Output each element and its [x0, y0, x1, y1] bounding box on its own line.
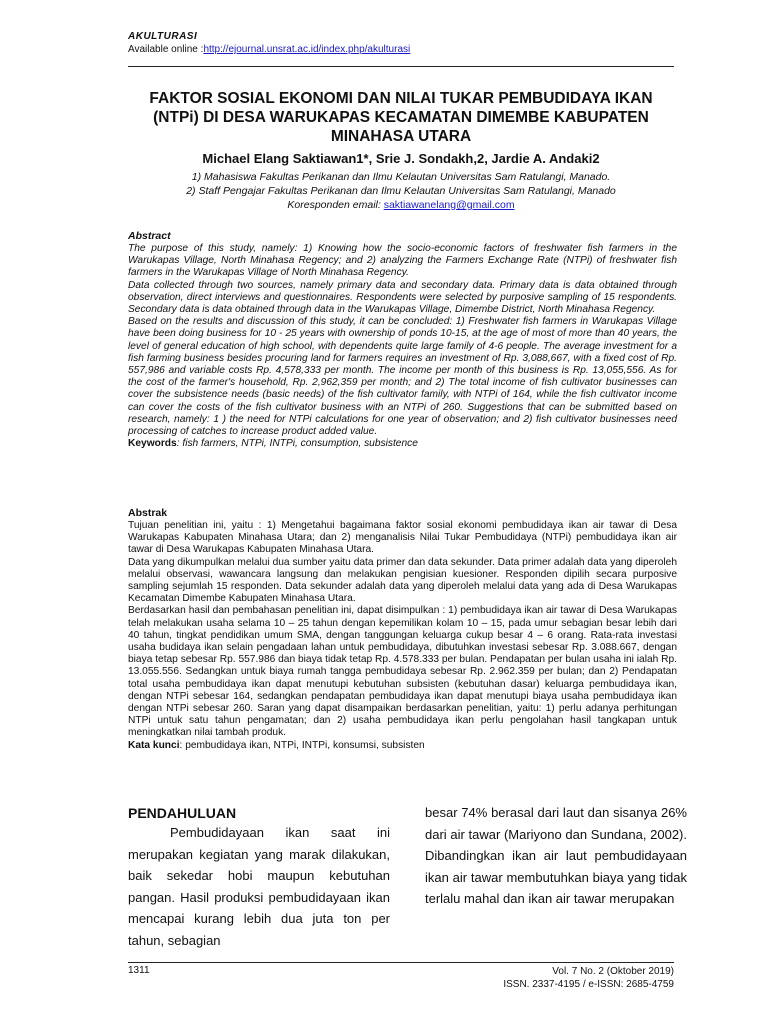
author-list: Michael Elang Saktiawan1*, Srie J. Sondakh,2, Jardie A. Andaki2	[202, 151, 600, 166]
available-prefix: Available online :	[128, 44, 204, 55]
abstract-id-heading: Abstrak	[128, 507, 168, 519]
affiliation-2: 2) Staff Pengajar Fakultas Perikanan dan Ilmu Kelautan Universitas Sam Ratulangi, Manado	[186, 185, 616, 197]
intro-left-text: Pembudidayaan ikan saat ini merupakan kegiatan yang marak dilakukan, baik sekedar hobi maupun kebutuhan pangan. Hasil produksi pembudidayaan ikan mencapai kurang lebih dua juta ton per tahun, sebagian	[128, 825, 390, 948]
abstract-en-paragraph: The purpose of this study, namely: 1) Knowing how the socio-economic factors of freshwater fish farmers in the Warukapas Village, North Minahasa Regency; and 2) analyzing the Farmers Exchange Rate (NTPi) of freshwater fish farmers in the Warukapas Village of North Minahasa Regency.	[128, 243, 677, 279]
correspondence-prefix: Koresponden email:	[287, 199, 384, 211]
volume-info: Vol. 7 No. 2 (Oktober 2019)	[552, 966, 674, 977]
page-number: 1311	[128, 965, 150, 976]
header-rule	[128, 66, 674, 67]
intro-left-column	[128, 822, 390, 951]
section-heading-introduction: PENDAHULUAN	[128, 805, 237, 821]
keywords-id-label: Kata kunci	[128, 739, 180, 751]
correspondence-line	[128, 198, 674, 212]
journal-name: AKULTURASI	[128, 31, 198, 42]
abstract-en-paragraph: Data collected through two sources, namely primary data and secondary data. Primary data is data obtained through observation, direct interviews and questionnaires. Respondents were selected by purposive sampling of 15 respondents. Secondary data is data obtained through data in the Warukapas Village, Dimembe District, North Minahasa Regency.	[128, 279, 677, 316]
paper-title: FAKTOR SOSIAL EKONOMI DAN NILAI TUKAR PEMBUDIDAYA IKAN (NTPi) DI DESA WARUKAPAS KECAMATAN DIMEMBE KABUPATEN MINAHASA UTARA	[149, 90, 653, 145]
keywords-en-label: Keywords	[128, 438, 177, 450]
footer-rule	[128, 962, 674, 963]
intro-right-text: besar 74% berasal dari laut dan sisanya 26% dari air tawar (Mariyono dan Sundana, 2002). Dibandingkan ikan air laut pembudidayaan ikan air tawar membutuhkan biaya yang tidak terlalu mahal dan ikan air tawar merupakan	[425, 805, 687, 906]
intro-right-column	[425, 802, 687, 910]
footer-citation	[503, 965, 674, 991]
keywords-en	[128, 438, 677, 450]
abstract-id-paragraph: Data yang dikumpulkan melalui dua sumber yaitu data primer dan data sekunder. Data primer adalah data yang diperoleh melalui observasi, wawancara langsung dan melakukan pengisian kuesioner. Responden dipilih secara purposive sampling sejumlah 15 responden. Data sekunder adalah data yang diperoleh melalui data yang ada di Desa Warukapas Kecamatan Dimembe Kabupaten Minahasa Utara.	[128, 556, 677, 605]
correspondence-email-link[interactable]: saktiawanelang@gmail.com	[383, 199, 515, 211]
affiliation-1: 1) Mahasiswa Fakultas Perikanan dan Ilmu Kelautan Universitas Sam Ratulangi, Manado.	[191, 171, 611, 183]
abstract-id-paragraph: Tujuan penelitian ini, yaitu : 1) Mengetahui bagaimana faktor sosial ekonomi pembudidaya ikan air tawar di Desa Warukapas Kabupaten Minahasa Utara; dan 2) menganalisis Nilai Tukar Pembudidaya (NTPi) pembudidaya ikan air tawar di Desa Warukapas Kabupaten Minahasa Utara.	[128, 520, 677, 556]
abstract-en-heading: Abstract	[128, 230, 171, 242]
availability-line	[128, 44, 410, 55]
abstract-id-body	[128, 520, 677, 752]
abstract-id-paragraph: Berdasarkan hasil dan pembahasan penelitian ini, dapat disimpulkan : 1) pembudidaya ikan air tawar di Desa Warukapas telah melakukan usaha selama 10 – 25 tahun dengan kepemilikan kolam 10 – 15, pada umur sebagian besar lebih dari 40 tahun, tingkat pendidikan umum SMA, dengan tanggungan keluarga cukup besar 4 – 6 orang. Rata-rata investasi usaha budidaya ikan selain pengadaan lahan untuk pembudidaya, dibutuhkan investasi sebesar Rp. 3.088.667, dengan biaya tetap sebesar Rp. 557.986 dan biaya tidak tetap Rp. 4.578.333 per bulan. Pendapatan per bulan usaha ini ialah Rp. 13.055.556. Sedangkan untuk biaya rumah tangga pembudidaya sebesar Rp. 2.962.359 per bulan; dan 2) Pendapatan total usaha pembudidaya ikan dapat menutupi kebutuhan subsisten (kebutuhan dasar) keluarga pembudidaya ikan, dengan NTPi sebesar 164, sedangkan pendapatan pembudidaya ikan dapat menutupi biaya usaha pembudidaya ikan dengan NTPi sebesar 260. Saran yang dapat disampaikan berdasarkan penelitian, yaitu: 1) perlu adanya perhitungan NTPi untuk satu tahun pengamatan; dan 2) usaha pembudidaya ikan perlu pengolahan hasil tangkapan untuk meningkatkan nilai tambah produk.	[128, 605, 677, 739]
keywords-id	[128, 740, 677, 752]
abstract-en-paragraph: Based on the results and discussion of this study, it can be concluded: 1) Freshwater fish farmers in Warukapas Village have been doing business for 10 - 25 years with ownership of ponds 10-15, at the age of most of more than 40 years, the level of general education of high school, with dependents quite large family of 4-6 people. The average investment for a fish farming business besides procuring land for farmers requires an investment of Rp. 3,088,667, with a fixed cost of Rp. 557,986 and variable costs Rp. 4,578,333 per month. The income per month of this business is Rp. 13,055,556. As for the cost of the farmer's household, Rp. 2,962,359 per month; and 2) The total income of fish cultivator businesses can cover the subsistence needs (basic needs) of the fish cultivator family, with NTPi of 164, while the fish cultivator income can cover the costs of the fish cultivator business with an NTPi of 260. Suggestions that can be submitted based on research, namely: 1 ) the need for NTPi calculations for one year of observation; and 2) fish cultivator businesses need processing of catches to increase product added value.	[128, 316, 677, 438]
issn-info: ISSN. 2337-4195 / e-ISSN: 2685-4759	[503, 979, 674, 990]
keywords-id-text: : pembudidaya ikan, NTPi, INTPi, konsumsi, subsisten	[179, 739, 425, 751]
journal-url-link[interactable]: http://ejournal.unsrat.ac.id/index.php/akulturasi	[203, 44, 411, 55]
keywords-en-text: : fish farmers, NTPi, INTPi, consumption, subsistence	[176, 438, 418, 450]
abstract-en-body	[128, 243, 677, 450]
